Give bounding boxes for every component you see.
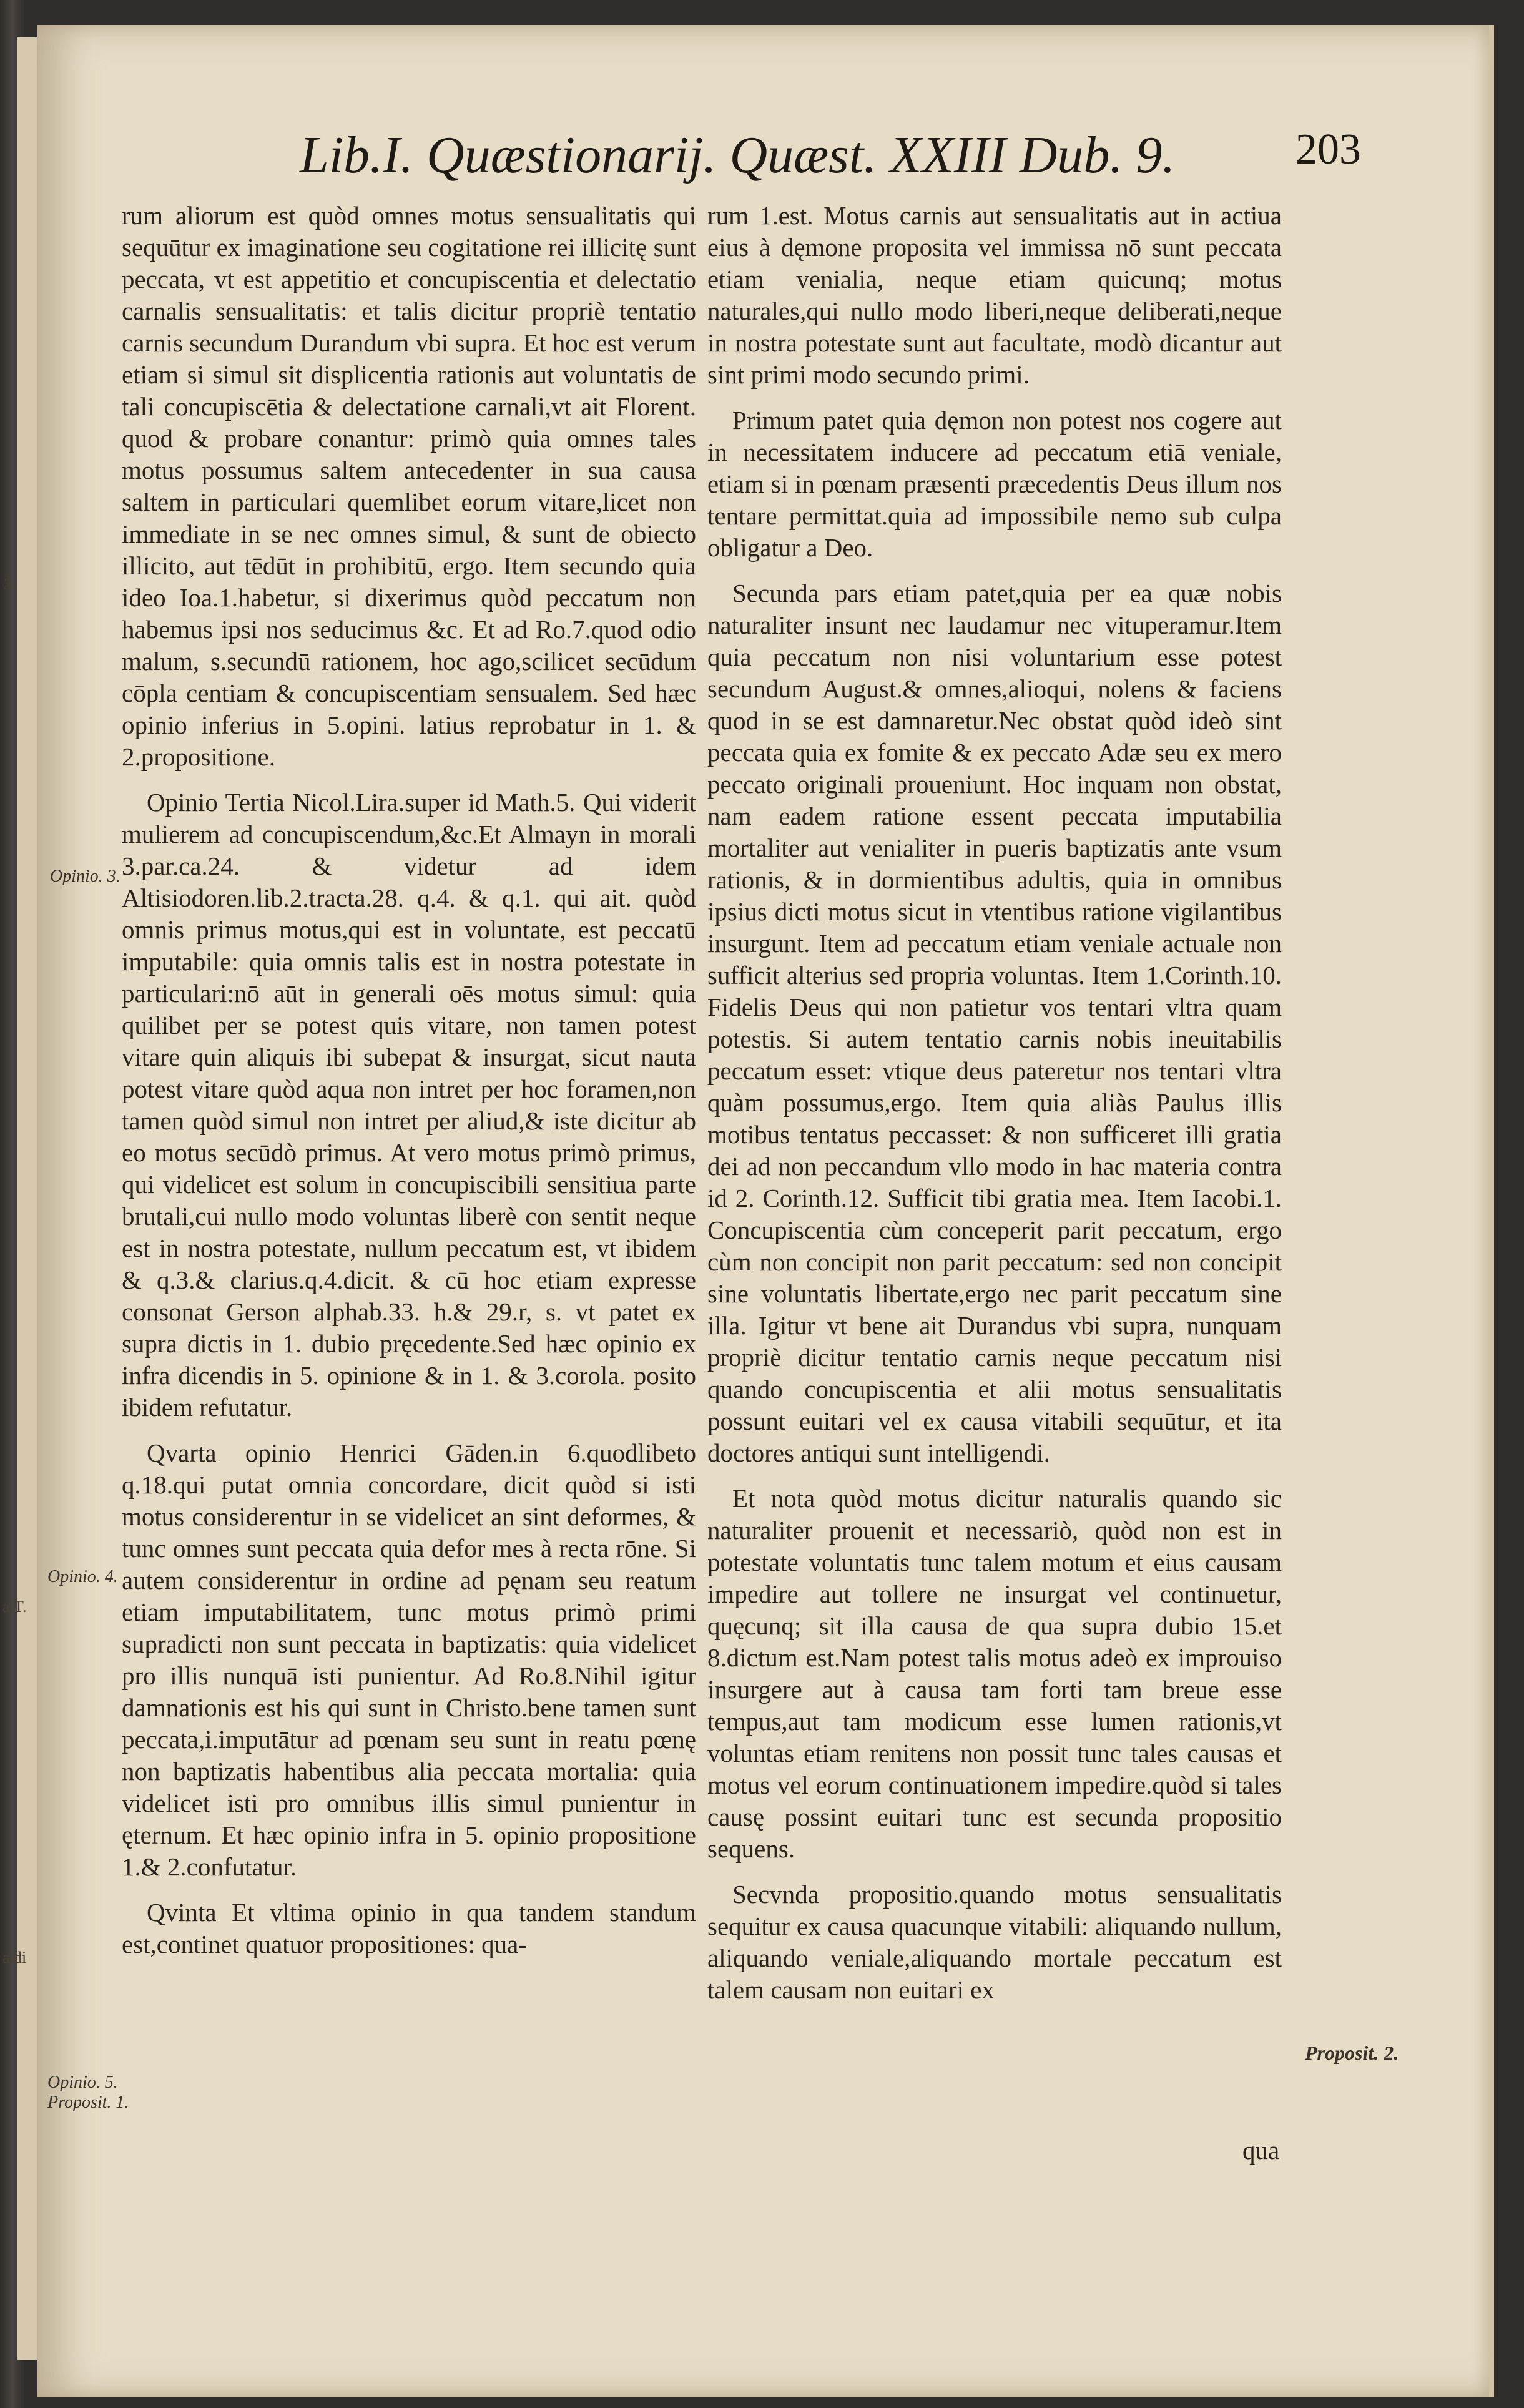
margin-edge-note-1: 3. [4, 575, 16, 593]
right-paragraph-3: Secunda pars etiam patet,quia per ea quæ nobis naturaliter insunt nec laudamur nec vituperamur.Item quia peccatum non nisi voluntarium esse potest secundum August.& omnes,alioqui, nolens & faciens quod in se est damnaretur.Nec obstat quòd ideò sint peccata quia ex fomite & ex peccato Adæ seu ex mero peccato originali proueniunt. Hoc inquam non obstat, nam eadem ratione essent peccata imputabilia mortaliter aut venialiter in pueris baptizatis ante vsum rationis, & in dormientibus adultis, quia in omnibus ipsius dicti motus sicut in vtentibus ratione vigilantibus insurgunt. Item ad peccatum etiam veniale actuale non sufficit alterius sed propria voluntas. Item 1.Corinth.10. Fidelis Deus qui non patietur vos tentari vltra quam potestis. Si autem tentatio carnis nobis ineuitabilis peccatum esset: vtique deus pateretur nos tentari vltra quàm possumus,ergo. Item quia aliàs Paulus illis motibus tentatus peccasset: & non sufficeret illi gratia dei ad non peccandum vllo modo in hac materia contra id 2. Corinth.12. Sufficit tibi gratia mea. Item Iacobi.1. Concupiscentia cùm conceperit parit peccatum, ergo cùm non concipit non parit peccatum: sed non concipit sine voluntatis libertate,ergo nec parit peccatum sine illa. Igitur vt bene ait Durandus vbi supra, nunquam propriè dicitur tentatio carnis neque peccatum nisi quando concupiscentia et alii motus sensualitatis possunt euitari vel ex causa vitabili sequūtur, et ita doctores antiqui sunt intelligendi. [707, 579, 1282, 1467]
header-title: Lib.I. Quæstionarij. Quæst. XXIII Dub. 9. [300, 126, 1176, 184]
margin-note-opinio-3: Opinio. 3. [50, 867, 120, 886]
running-header [300, 125, 1361, 194]
margin-note-opinio-4: Opinio. 4. [47, 1567, 118, 1586]
right-paragraph-2: Primum patet quia dęmon non potest nos cogere aut in necessitatem inducere ad peccatum etiā veniale, etiam si in pœnam præsenti præcedentis Deus illum nos tentare permittat.quia ad impossibile nemo sub culpa obligatur a Deo. [707, 406, 1282, 562]
left-paragraph-4: Qvinta Et vltima opinio in qua tandem standum est,continet quatuor propositiones: qua- [122, 1898, 696, 1958]
left-column [122, 200, 696, 1960]
right-paragraph-5: Secvnda propositio.quando motus sensualitatis sequitur ex causa quacunque vitabili: aliquando nullum, aliquando veniale,aliquando mortale peccatum est talem causam non euitari ex [707, 1880, 1282, 2004]
left-paragraph-3: Qvarta opinio Henrici Gāden.in 6.quodlibeto q.18.qui putat omnia concordare, dicit quòd si isti motus considerentur in se videlicet an sint deformes, & tunc omnes sunt peccata quia defor mes à rectа rōne. Si autem considerentur in ordine ad pęnam seu reatum etiam imputabilitatem, tunc motus primò primi supradicti non sunt peccata in baptizatis: quia videlicet pro illis nunquā isti punientur. Ad Ro.8.Nihil igitur damnationis est his qui sunt in Christo.bene tamen sunt peccata,i.imputātur ad pœnam seu sunt in reatu pœnę non baptizatis habentibus alia peccata mortalia: quia videlicet isti pro omnibus illis simul punientur in ęternum. Et hæc opinio infra in 5. opinio propositione 1.& 2.confutatur. [122, 1438, 696, 1881]
right-column [707, 200, 1282, 2006]
margin-note-proposit-1: Proposit. 1. [47, 2093, 129, 2112]
margin-edge-note-3: a.di [2, 1949, 27, 1967]
left-paragraph-1: rum aliorum est quòd omnes motus sensualitatis qui sequūtur ex imaginatione seu cogitatione rei illicitę sunt peccata, vt est appetitio et concupiscentia et delectatio carnalis sensualitatis: et talis dicitur propriè tentatio carnis secundum Durandum vbi supra. Et hoc est verum etiam si simul sit displicentia rationis aut voluntatis de tali concupiscētia & delectatione carnali,vt ait Florent. quod & probare conantur: primò quia omnes tales motus possumus saltem antecedenter in sua causa saltem in particulari quemlibet eorum vitare,licet non immediate in se nec omnes simul, & sunt de obiecto illicito, aut tēdūt in prohibitū, ergo. Item secundo quia ideo Ioa.1.habetur, si dixerimus quòd peccatum non habemus ipsi nos seducimus &c. Et ad Ro.7.quod odio malum, s.secundū rationem, hoc ago,scilicet secūdum cōpla centiam & concupiscentiam sensualem. Sed hæc opinio inferius in 5.opini. latius reprobatur in 1. & 2.propositione. [122, 201, 696, 771]
page-number: 203 [1295, 125, 1361, 174]
margin-note-opinio-5: Opinio. 5. [47, 2073, 118, 2092]
left-paragraph-2: Opinio Tertia Nicol.Lira.super id Math.5. Qui viderit mulierem ad concupiscendum,&c.Et Almayn in morali 3.par.ca.24. & videtur ad idem Altisiodoren.lib.2.tracta.28. q.4. & q.1. qui ait. quòd omnis primus motus,qui est in voluntate, est peccatū imputabile: quia omnis talis est in nostra potestate in particulari:nō aūt in generali oēs motus simul: quia quilibet per se potest quis vitare, non tamen potest vitare quin aliquis ibi subepat & insurgat, sicut nauta potest vitare quòd aqua non intret per hoc foramen,non tamen quòd simul non intret per aliud,& iste dicitur ab eo motus secūdò primus. At vero motus primò primus, qui videlicet est solum in concupiscibili sensitiua parte brutali,cui nullo modo voluntas liberè con sentit neque est in nostra potestate, nullum peccatum est, vt ibidem & q.3.& clarius.q.4.dicit. & cū hoc etiam expresse consonat Gerson alphab.33. h.& 29.r, s. vt patet ex supra dictis in 1. dubio pręcedente.Sed hæc opinio ex infra dicendis in 5. opinione & in 1. & 3.corola. posito ibidem refutatur. [122, 788, 696, 1422]
margin-edge-note-2: a.T. [2, 1598, 27, 1616]
right-paragraph-1: rum 1.est. Motus carnis aut sensualitatis aut in actiua eius à dęmone proposita vel immissa nō sunt peccata etiam venialia, neque etiam quicunq; motus naturales,qui nullo modo liberi,neque deliberati,neque in nostra potestate sunt aut facultate, modò dicantur aut sint primi modo secundo primi. [707, 201, 1282, 389]
catchword: qua [1242, 2136, 1280, 2165]
margin-note-proposit-2: Proposit. 2. [1305, 2042, 1399, 2064]
right-paragraph-4: Et nota quòd motus dicitur naturalis quando sic naturaliter prouenit et necessariò, quòd non est in potestate voluntatis tunc talem motum et eius causam impedire aut tollere ne insurgat vel continuetur, quęcunq; sit illa causa de qua supra dubio 15.et 8.dictum est.Nam potest talis motus adeò ex improuiso insurgere aut à causa tam forti tam breue esse tempus,aut tam modicum esse lumen rationis,vt voluntas etiam renitens non possit tunc tales causas et motus vel eorum continuationem impedire.quòd si tales causę possint euitari tunc est secunda propositio sequens. [707, 1484, 1282, 1863]
